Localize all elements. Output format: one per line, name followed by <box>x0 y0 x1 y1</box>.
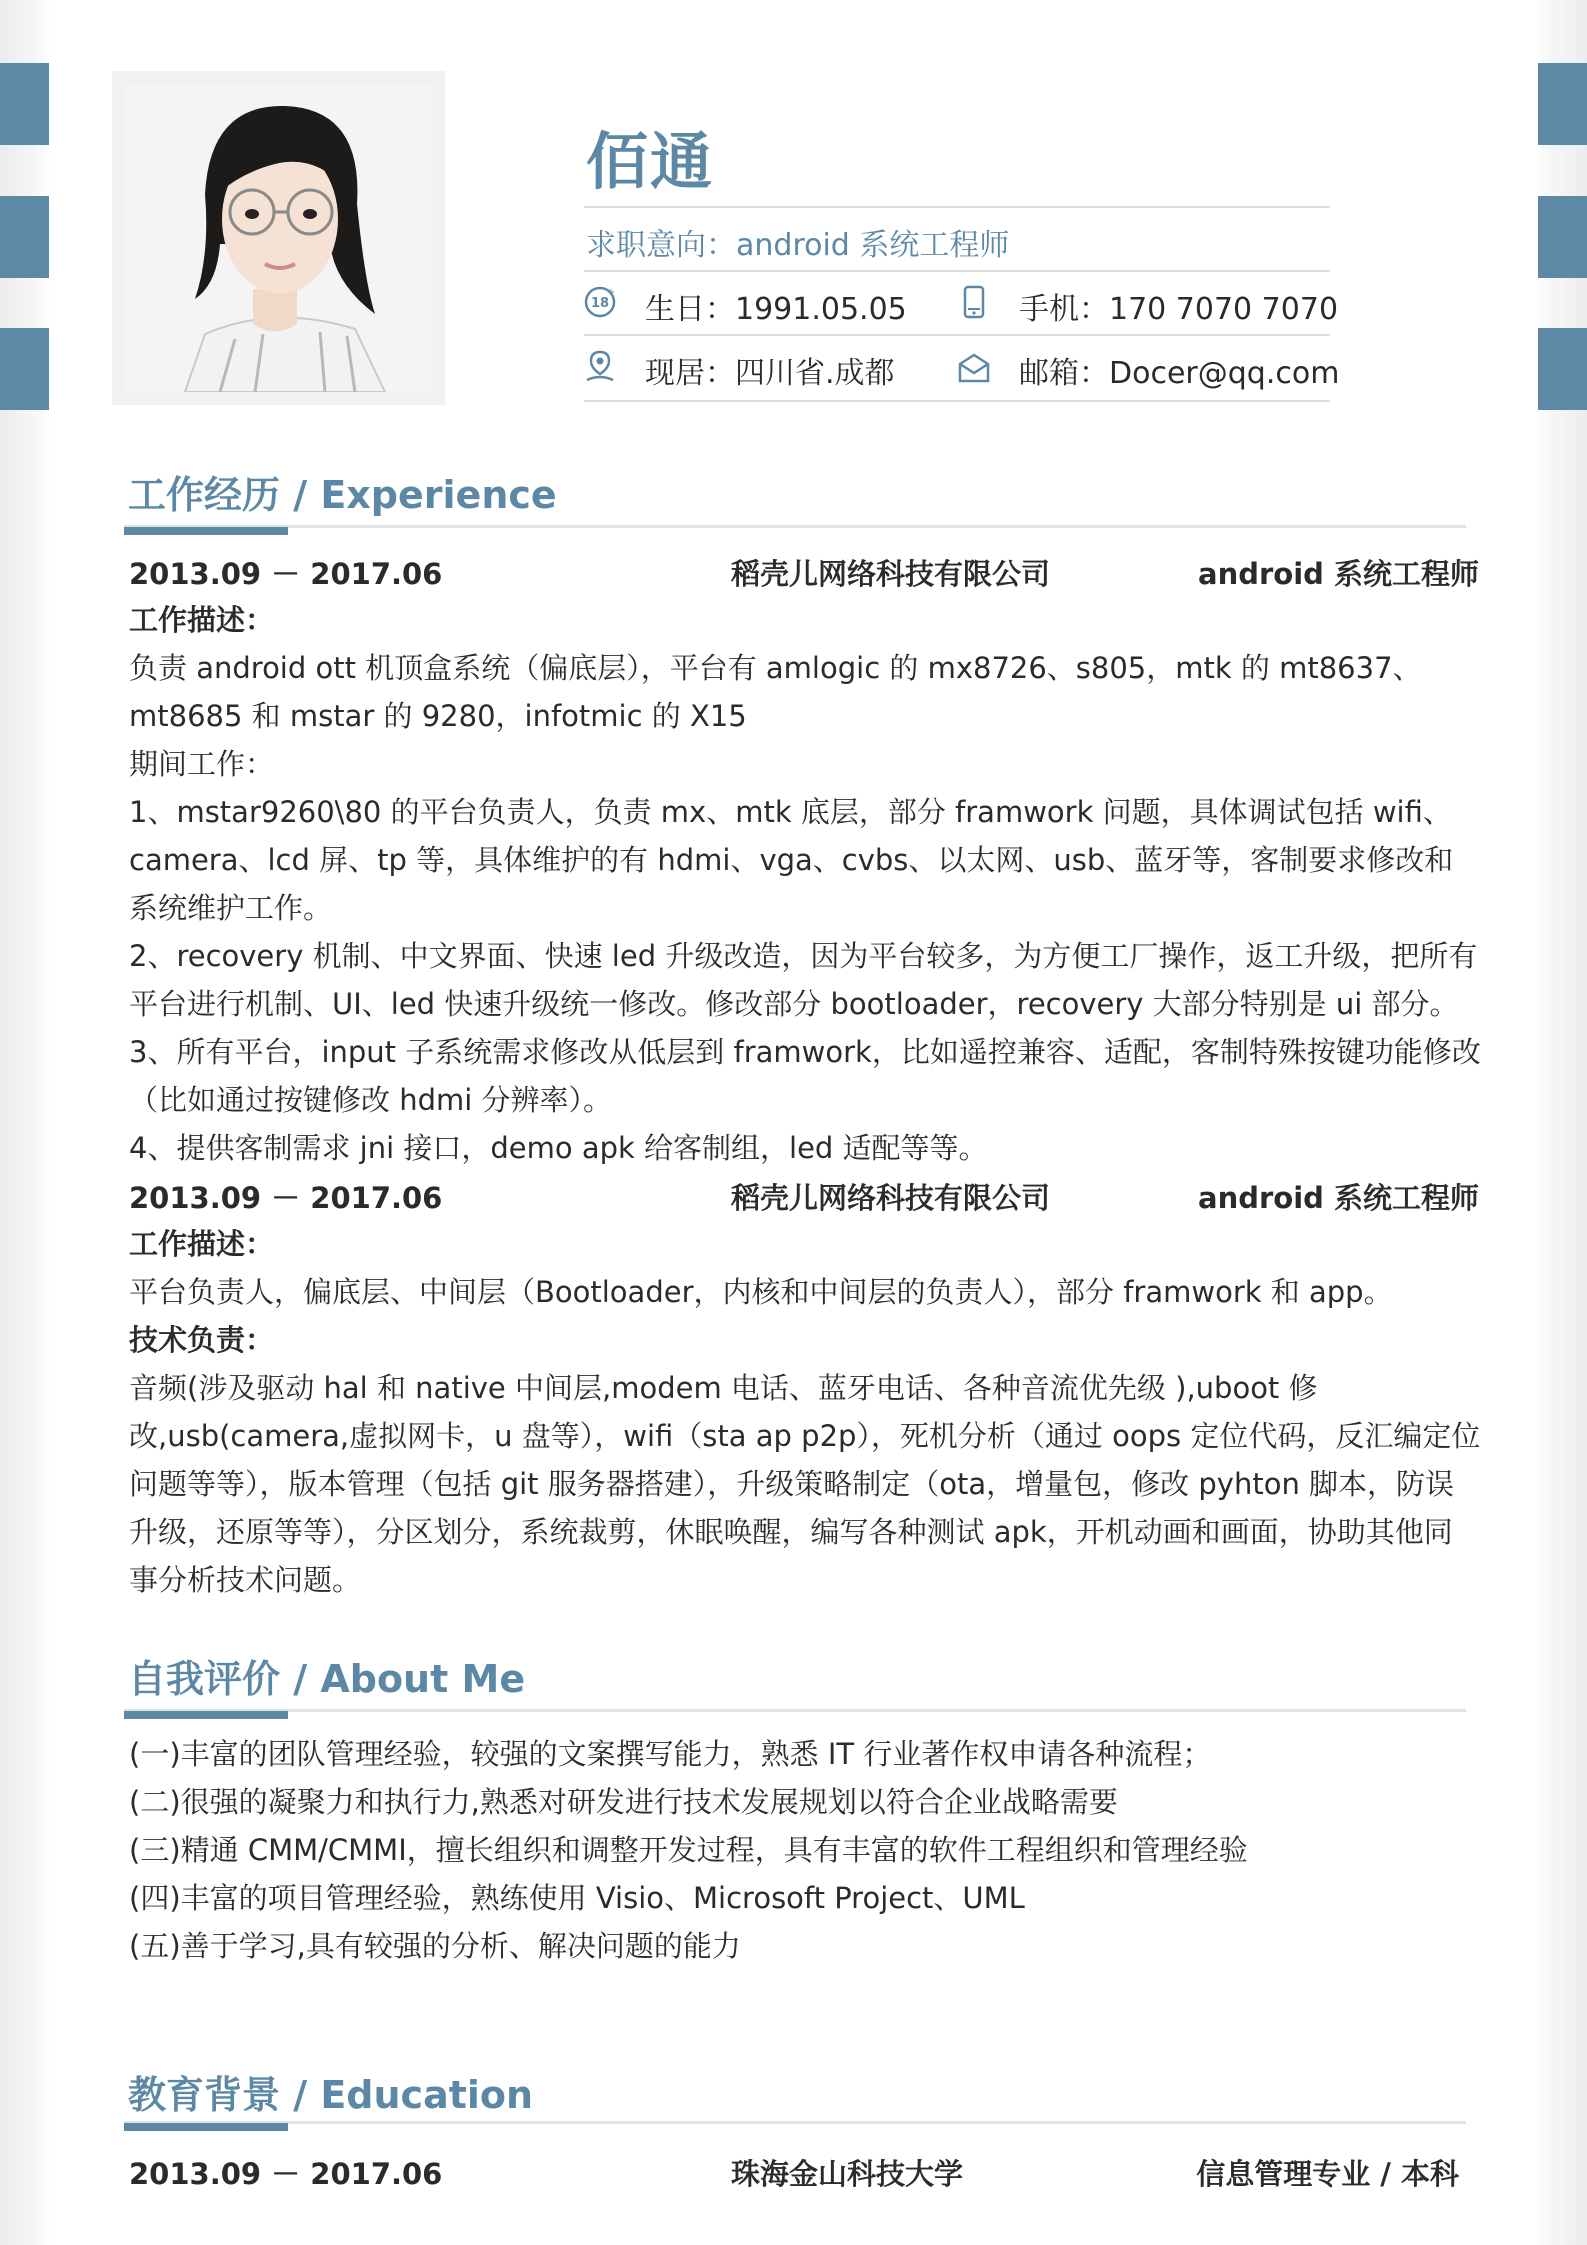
candidate-name: 佰通 <box>586 125 715 198</box>
svg-text:18: 18 <box>590 296 610 311</box>
job-line: 1、mstar9260\80 的平台负责人，负责 mx、mtk 底层，部分 framwork 问题，具体调试包括 wifi、camera、lcd 屏、tp 等，具体维护的有 hdmi、vga、cvbs、以太网、usb、蓝牙等，客制要求修改和系统维护工作。 <box>129 795 1454 925</box>
header-divider <box>584 206 1330 208</box>
profile-photo <box>125 84 432 392</box>
job-role: android 系统工程师 <box>1198 557 1479 591</box>
about-list <box>129 1730 1481 1970</box>
age-18-icon <box>582 284 618 320</box>
education-section-title: 教育背景 / Education <box>128 2073 534 2117</box>
about-item: (一)丰富的团队管理经验，较强的文案撰写能力，熟悉 IT 行业著作权申请各种流程； <box>129 1737 1212 1771</box>
section-rule-accent <box>124 2123 288 2131</box>
about-item: (二)很强的凝聚力和执行力,熟悉对研发进行技术发展规划以符合企业战略需要 <box>129 1785 1118 1819</box>
section-rule-accent <box>124 1711 288 1719</box>
job-header-row <box>129 1176 1479 1216</box>
job-desc-label: 工作描述： <box>129 1227 275 1261</box>
section-rule <box>124 1709 1466 1712</box>
left-decor-bar <box>0 63 49 145</box>
job-company: 稻壳儿网络科技有限公司 <box>731 1181 1051 1215</box>
about-item: (三)精通 CMM/CMMI，擅长组织和调整开发过程，具有丰富的软件工程组织和管理经验 <box>129 1833 1248 1867</box>
job-desc-label: 工作描述： <box>129 603 275 637</box>
job-line: 负责 android ott 机顶盒系统（偏底层），平台有 amlogic 的 mx8726、s805，mtk 的 mt8637、mt8685 和 mstar 的 9280，infotmic 的 X15 <box>129 651 1422 733</box>
about-section-title: 自我评价 / About Me <box>128 1657 526 1701</box>
header-divider <box>584 334 1330 336</box>
job-line: 2、recovery 机制、中文界面、快速 led 升级改造，因为平台较多，为方便工厂操作，返工升级，把所有平台进行机制、UI、led 快速升级统一修改。修改部分 bootloader，recovery 大部分特别是 ui 部分。 <box>129 939 1478 1021</box>
job-company: 稻壳儿网络科技有限公司 <box>731 557 1051 591</box>
job-intent: 求职意向：android 系统工程师 <box>586 228 1010 263</box>
job-date: 2013.09 － 2017.06 <box>129 557 443 591</box>
birthday: 生日：1991.05.05 <box>645 292 907 327</box>
tech-label: 技术负责： <box>129 1323 275 1357</box>
header-divider <box>584 400 1330 402</box>
header-divider <box>584 270 1330 272</box>
job-details <box>129 1220 1481 1604</box>
job-header-row <box>129 552 1479 592</box>
location-pin-icon <box>582 348 618 384</box>
job-date: 2013.09 － 2017.06 <box>129 1181 443 1215</box>
email: 邮箱：Docer@qq.com <box>1019 356 1340 391</box>
phone-icon <box>956 284 992 320</box>
left-decor-bar <box>0 328 49 410</box>
experience-section-title: 工作经历 / Experience <box>128 473 557 517</box>
right-decor-bar <box>1538 196 1587 278</box>
phone: 手机：170 7070 7070 <box>1019 292 1339 327</box>
left-decor-bar <box>0 196 49 278</box>
right-decor-bar <box>1538 328 1587 410</box>
education-row <box>129 2152 1459 2192</box>
section-rule <box>124 525 1466 528</box>
about-item: (五)善于学习,具有较强的分析、解决问题的能力 <box>129 1929 741 1963</box>
job-line: 4、提供客制需求 jni 接口，demo apk 给客制组，led 适配等等。 <box>129 1131 988 1165</box>
job-description: 平台负责人，偏底层、中间层（Bootloader，内核和中间层的负责人），部分 framwork 和 app。 <box>129 1275 1393 1309</box>
job-details <box>129 596 1481 1172</box>
education-school: 珠海金山科技大学 <box>731 2157 964 2191</box>
location: 现居：四川省.成都 <box>645 356 895 391</box>
section-rule <box>124 2121 1466 2124</box>
about-item: (四)丰富的项目管理经验，熟练使用 Visio、Microsoft Project、UML <box>129 1881 1025 1915</box>
mail-icon <box>956 350 992 386</box>
job-line: 期间工作： <box>129 747 275 781</box>
education-major: 信息管理专业 / 本科 <box>1196 2157 1459 2191</box>
education-date: 2013.09 － 2017.06 <box>129 2157 443 2191</box>
svg-text:+: + <box>606 287 616 298</box>
tech-description: 音频(涉及驱动 hal 和 native 中间层,modem 电话、蓝牙电话、各种音流优先级 ),uboot 修改,usb(camera,虚拟网卡，u 盘等），wifi（sta ap p2p），死机分析（通过 oops 定位代码，反汇编定位问题等等），版本管理（包括 git 服务器搭建），升级策略制定（ota，增量包，修改 pyhton 脚本，防误升级，还原等等），分区划分，系统裁剪，休眠唤醒，编写各种测试 apk，开机动画和画面，协助其他同事分析技术问题。 <box>129 1371 1481 1597</box>
profile-photo-frame <box>112 71 445 405</box>
right-decor-bar <box>1538 63 1587 145</box>
job-role: android 系统工程师 <box>1198 1181 1479 1215</box>
job-line: 3、所有平台，input 子系统需求修改从低层到 framwork，比如遥控兼容、适配，客制特殊按键功能修改（比如通过按键修改 hdmi 分辨率）。 <box>129 1035 1481 1117</box>
section-rule-accent <box>124 527 288 535</box>
